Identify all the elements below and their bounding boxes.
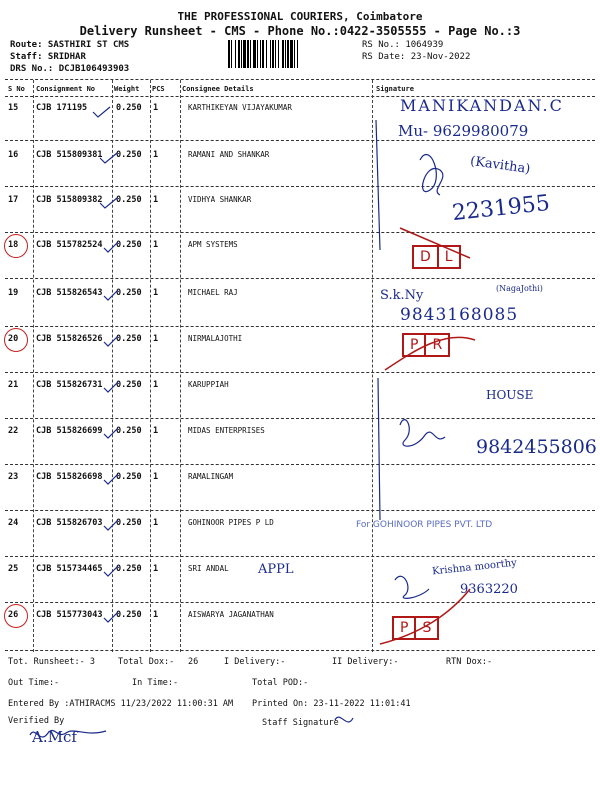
hw-phone: 9842455806 (476, 436, 597, 458)
company-name: THE PROFESSIONAL COURIERS, Coimbatore (177, 10, 423, 23)
row-sno: 16 (8, 150, 19, 160)
hw-note: HOUSE (486, 388, 534, 402)
row-weight: 0.250 (116, 288, 142, 298)
row-sno: 23 (8, 472, 19, 482)
stamp-letter: R (432, 337, 443, 353)
row-pcs: 1 (153, 195, 159, 205)
row-consignment: CJB 515782524 (36, 240, 103, 250)
row-consignee: MICHAEL RAJ (188, 288, 238, 297)
hw-phone: 9843168085 (400, 305, 519, 325)
hw-note: (NagaJothi) (496, 284, 543, 293)
tot-runsheet: Tot. Runsheet:- 3 (8, 657, 95, 667)
stamp-letter: P (394, 618, 416, 638)
row-consignment: CJB 515809382 (36, 195, 103, 205)
in-time: In Time:- (132, 678, 179, 688)
col-pcs: PCS (152, 85, 165, 93)
i-delivery: I Delivery:- (224, 657, 286, 667)
row-sno: 17 (8, 195, 19, 205)
row-sno: 18 (8, 240, 19, 250)
total-dox-value: 26 (188, 657, 199, 667)
row-consignment: CJB 515773043 (36, 610, 103, 620)
col-consignment: Consignment No (36, 85, 96, 93)
row-weight: 0.250 (116, 610, 142, 620)
row-weight: 0.250 (116, 195, 142, 205)
row-weight: 0.250 (116, 103, 142, 113)
row-consignee: APM SYSTEMS (188, 240, 238, 249)
row-pcs: 1 (153, 288, 159, 298)
verified-by: Verified By (8, 716, 65, 726)
total-dox-label: Total Dox:- (118, 657, 175, 667)
col-consignee: Consignee Details (182, 85, 254, 93)
stamp-letter: D (414, 247, 439, 267)
row-sno: 15 (8, 103, 19, 113)
row-consignee: RAMALINGAM (188, 472, 234, 481)
row-pcs: 1 (153, 518, 159, 528)
row-consignment: CJB 171195 (36, 103, 88, 113)
stamp-pr (402, 333, 450, 357)
row-pcs: 1 (153, 334, 159, 344)
stamp-ps (392, 616, 439, 640)
row-consignment: CJB 515826699 (36, 426, 103, 436)
row-sno: 26 (8, 610, 19, 620)
runsheet-title: Delivery Runsheet - CMS - Phone No.:0422-3505555 - Page No.:3 (79, 24, 521, 38)
row-consignee: NIRMALAJOTHI (188, 334, 243, 343)
tick-mark (93, 107, 110, 117)
row-weight: 0.250 (116, 380, 142, 390)
row-consignment: CJB 515826698 (36, 472, 103, 482)
row-weight: 0.250 (116, 472, 142, 482)
row-pcs: 1 (153, 240, 159, 250)
row-pcs: 1 (153, 564, 159, 574)
row-weight: 0.250 (116, 426, 142, 436)
hw-name: MANIKANDAN.C (400, 96, 564, 115)
row-consignee: KARUPPIAH (188, 380, 229, 389)
printed-on: Printed On: 23-11-2022 11:01:41 (252, 699, 411, 709)
stamp-letter: L (444, 249, 453, 265)
row-pcs: 1 (153, 150, 159, 160)
col-signature: Signature (376, 85, 414, 93)
ii-delivery: II Delivery:- (332, 657, 399, 667)
row-consignment: CJB 515826543 (36, 288, 103, 298)
row-consignee: RAMANI AND SHANKAR (188, 150, 270, 159)
row-sno: 21 (8, 380, 19, 390)
row-consignee: VIDHYA SHANKAR (188, 195, 252, 204)
row-pcs: 1 (153, 472, 159, 482)
row-consignee: AISWARYA JAGANATHAN (188, 610, 274, 619)
row-consignee: SRI ANDAL (188, 564, 229, 573)
staff: Staff: SRIDHAR (10, 52, 86, 62)
row-sno: 24 (8, 518, 19, 528)
row-pcs: 1 (153, 380, 159, 390)
row-consignee: GOHINOOR PIPES P LD (188, 518, 274, 527)
row-consignment: CJB 515734465 (36, 564, 103, 574)
verifier-signature: A.Mcf (32, 728, 77, 746)
row-weight: 0.250 (116, 240, 142, 250)
hw-name: Krishna moorthy (431, 557, 518, 578)
hw-note: (Kavitha) (469, 153, 532, 178)
rs-date: RS Date: 23-Nov-2022 (362, 52, 471, 62)
drs-no: DRS No.: DCJB106493903 (10, 64, 130, 74)
route: Route: SASTHIRI ST CMS (10, 40, 130, 50)
row-weight: 0.250 (116, 564, 142, 574)
row-consignment: CJB 515826526 (36, 334, 103, 344)
hw-note: APPL (258, 562, 294, 577)
row-sno: 22 (8, 426, 19, 436)
staff-signature: Staff Signature (262, 718, 339, 728)
hw-number: 2231955 (450, 190, 552, 227)
hw-phone: 9363220 (460, 582, 518, 597)
row-consignee: MIDAS ENTERPRISES (188, 426, 265, 435)
row-consignment: CJB 515809381 (36, 150, 103, 160)
row-pcs: 1 (153, 426, 159, 436)
row-consignee: KARTHIKEYAN VIJAYAKUMAR (188, 103, 292, 112)
row-pcs: 1 (153, 610, 159, 620)
col-sno: S No (8, 85, 25, 93)
entered-by: Entered By :ATHIRACMS 11/23/2022 11:00:31 AM (8, 699, 234, 709)
stamp-letter: S (422, 620, 432, 636)
out-time: Out Time:- (8, 678, 60, 688)
row-consignment: CJB 515826703 (36, 518, 103, 528)
row-pcs: 1 (153, 103, 159, 113)
col-weight: Weight (114, 85, 140, 93)
rs-no: RS No.: 1064939 (362, 40, 444, 50)
row-consignment: CJB 515826731 (36, 380, 103, 390)
row-sno: 25 (8, 564, 19, 574)
row-weight: 0.250 (116, 150, 142, 160)
stamp-dl (412, 245, 461, 269)
row-sno: 19 (8, 288, 19, 298)
company-stamp: For GOHINOOR PIPES PVT. LTD (356, 520, 493, 530)
rtn-dox: RTN Dox:- (446, 657, 493, 667)
stamp-letter: P (404, 335, 426, 355)
row-weight: 0.250 (116, 518, 142, 528)
total-pod: Total POD:- (252, 678, 309, 688)
hw-phone: Mu- 9629980079 (398, 122, 529, 140)
row-sno: 20 (8, 334, 19, 344)
row-weight: 0.250 (116, 334, 142, 344)
hw-signature: S.k.Ny (380, 288, 424, 303)
